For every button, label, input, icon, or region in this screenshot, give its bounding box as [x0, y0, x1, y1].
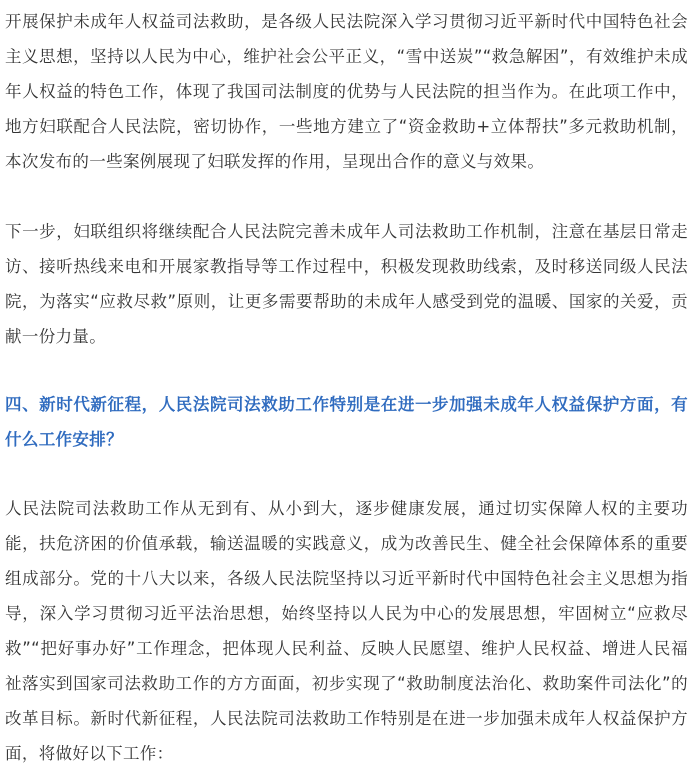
section-heading-question-four: 四、新时代新征程，人民法院司法救助工作特别是在进一步加强未成年人权益保护方面，有什么工作安排？	[5, 395, 688, 449]
paragraph-spacer	[5, 354, 688, 387]
paragraph-answer: 人民法院司法救助工作从无到有、从小到大，逐步健康发展，通过切实保障人权的主要功能，扶危济困的价值承载，输送温暖的实践意义，成为改善民生、健全社会保障体系的重要组成部分。党的十八大以来，各级人民法院坚持以习近平新时代中国特色社会主义思想为指导，深入学习贯彻习近平法治思想，始终坚持以人民为中心的发展思想，牢固树立“应救尽救”“把好事办好”工作理念，把体现人民利益、反映人民愿望、维护人民权益、增进人民福祉落实到国家司法救助工作的方方面面，初步实现了“救助制度法治化、救助案件司法化”的改革目标。新时代新征程，人民法院司法救助工作特别是在进一步加强未成年人权益保护方面，将做好以下工作：	[5, 499, 688, 763]
article-body	[5, 4, 688, 771]
paragraph-spacer	[5, 179, 688, 214]
paragraph-next-steps: 下一步，妇联组织将继续配合人民法院完善未成年人司法救助工作机制，注意在基层日常走访、接听热线来电和开展家教指导等工作过程中，积极发现救助线索，及时移送同级人民法院，为落实“应救尽救”原则，让更多需要帮助的未成年人感受到党的温暖、国家的关爱，贡献一份力量。	[5, 222, 688, 346]
paragraph-spacer	[5, 457, 688, 491]
paragraph-judicial-aid-intro: 开展保护未成年人权益司法救助，是各级人民法院深入学习贯彻习近平新时代中国特色社会主义思想，坚持以人民为中心，维护社会公平正义，“雪中送炭”“救急解困”，有效维护未成年人权益的特色工作，体现了我国司法制度的优势与人民法院的担当作为。在此项工作中，地方妇联配合人民法院，密切协作，一些地方建立了“资金救助+立体帮扶”多元救助机制，本次发布的一些案例展现了妇联发挥的作用，呈现出合作的意义与效果。	[5, 12, 688, 171]
